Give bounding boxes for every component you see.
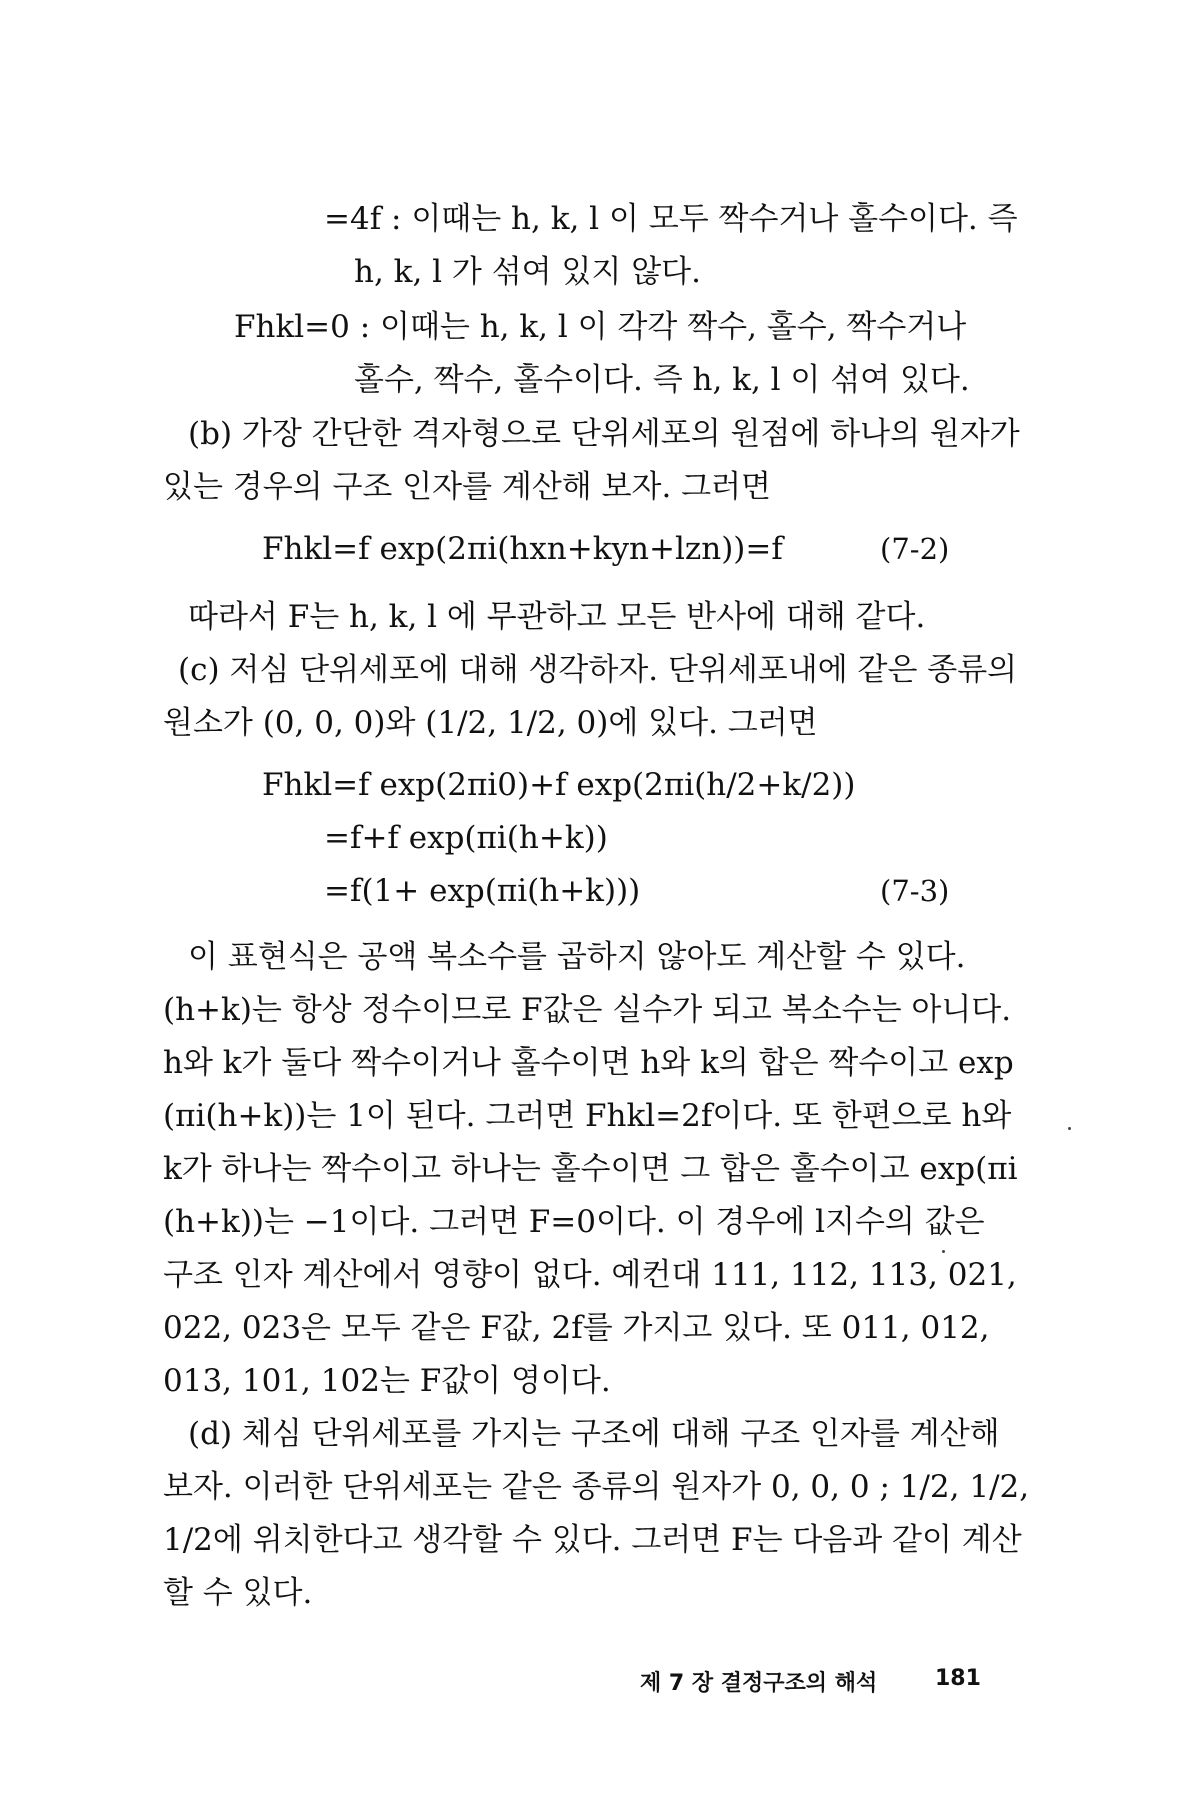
para-expr-line-5: k가 하나는 짝수이고 하나는 홀수이면 그 합은 홀수이고 exp(πi bbox=[163, 1151, 1018, 1187]
para-expr-line-2: (h+k)는 항상 정수이므로 F값은 실수가 되고 복소수는 아니다. bbox=[163, 992, 1012, 1028]
para-expr-line-7: 구조 인자 계산에서 영향이 없다. 예컨대 111, 112, 113, 021, bbox=[163, 1257, 1017, 1293]
case-line-3: Fhkl=0 : 이때는 h, k, l 이 각각 짝수, 홀수, 짝수거나 bbox=[234, 309, 967, 345]
scan-speck bbox=[942, 1250, 945, 1253]
para-c-line-2: 원소가 (0, 0, 0)와 (1/2, 1/2, 0)에 있다. 그러면 bbox=[163, 705, 818, 741]
para-d-line-4: 할 수 있다. bbox=[163, 1575, 313, 1611]
para-d-line-3: 1/2에 위치한다고 생각할 수 있다. 그러면 F는 다음과 같이 계산 bbox=[163, 1522, 1022, 1558]
footer-chapter-title: 제 7 장 결정구조의 해석 bbox=[640, 1671, 878, 1696]
after-equation-7-2: 따라서 F는 h, k, l 에 무관하고 모든 반사에 대해 같다. bbox=[188, 599, 926, 635]
para-expr-line-9: 013, 101, 102는 F값이 영이다. bbox=[163, 1363, 611, 1399]
case-line-2: h, k, l 가 섞여 있지 않다. bbox=[354, 254, 701, 290]
equation-7-3-line-2: =f+f exp(πi(h+k)) bbox=[324, 820, 608, 856]
para-expr-line-1: 이 표현식은 공액 복소수를 곱하지 않아도 계산할 수 있다. bbox=[188, 939, 966, 975]
equation-number-7-2: (7-2) bbox=[880, 532, 950, 566]
para-expr-line-6: (h+k))는 −1이다. 그러면 F=0이다. 이 경우에 l지수의 값은 bbox=[163, 1204, 985, 1240]
equation-7-3-line-3: =f(1+ exp(πi(h+k))) bbox=[324, 873, 641, 909]
scan-speck bbox=[1068, 1127, 1071, 1130]
equation-7-2: Fhkl=f exp(2πi(hxn+kyn+lzn))=f bbox=[262, 531, 783, 567]
para-d-line-2: 보자. 이러한 단위세포는 같은 종류의 원자가 0, 0, 0 ; 1/2, 1/2, bbox=[163, 1469, 1030, 1505]
para-expr-line-4: (πi(h+k))는 1이 된다. 그러면 Fhkl=2f이다. 또 한편으로 h와 bbox=[163, 1098, 1012, 1134]
para-expr-line-3: h와 k가 둘다 짝수이거나 홀수이면 h와 k의 합은 짝수이고 exp bbox=[163, 1045, 1014, 1081]
case-line-4: 홀수, 짝수, 홀수이다. 즉 h, k, l 이 섞여 있다. bbox=[354, 362, 970, 398]
footer-page-number: 181 bbox=[935, 1666, 981, 1691]
case-line-1: =4f : 이때는 h, k, l 이 모두 짝수거나 홀수이다. 즉 bbox=[324, 201, 1018, 237]
para-b-line-2: 있는 경우의 구조 인자를 계산해 보자. 그러면 bbox=[163, 469, 772, 505]
equation-7-3-line-1: Fhkl=f exp(2πi0)+f exp(2πi(h/2+k/2)) bbox=[262, 767, 856, 803]
equation-number-7-3: (7-3) bbox=[880, 874, 950, 908]
para-expr-line-8: 022, 023은 모두 같은 F값, 2f를 가지고 있다. 또 011, 012, bbox=[163, 1310, 990, 1346]
para-d-line-1: (d) 체심 단위세포를 가지는 구조에 대해 구조 인자를 계산해 bbox=[188, 1416, 1000, 1452]
para-c-line-1: (c) 저심 단위세포에 대해 생각하자. 단위세포내에 같은 종류의 bbox=[178, 652, 1018, 688]
para-b-line-1: (b) 가장 간단한 격자형으로 단위세포의 원점에 하나의 원자가 bbox=[188, 416, 1020, 452]
